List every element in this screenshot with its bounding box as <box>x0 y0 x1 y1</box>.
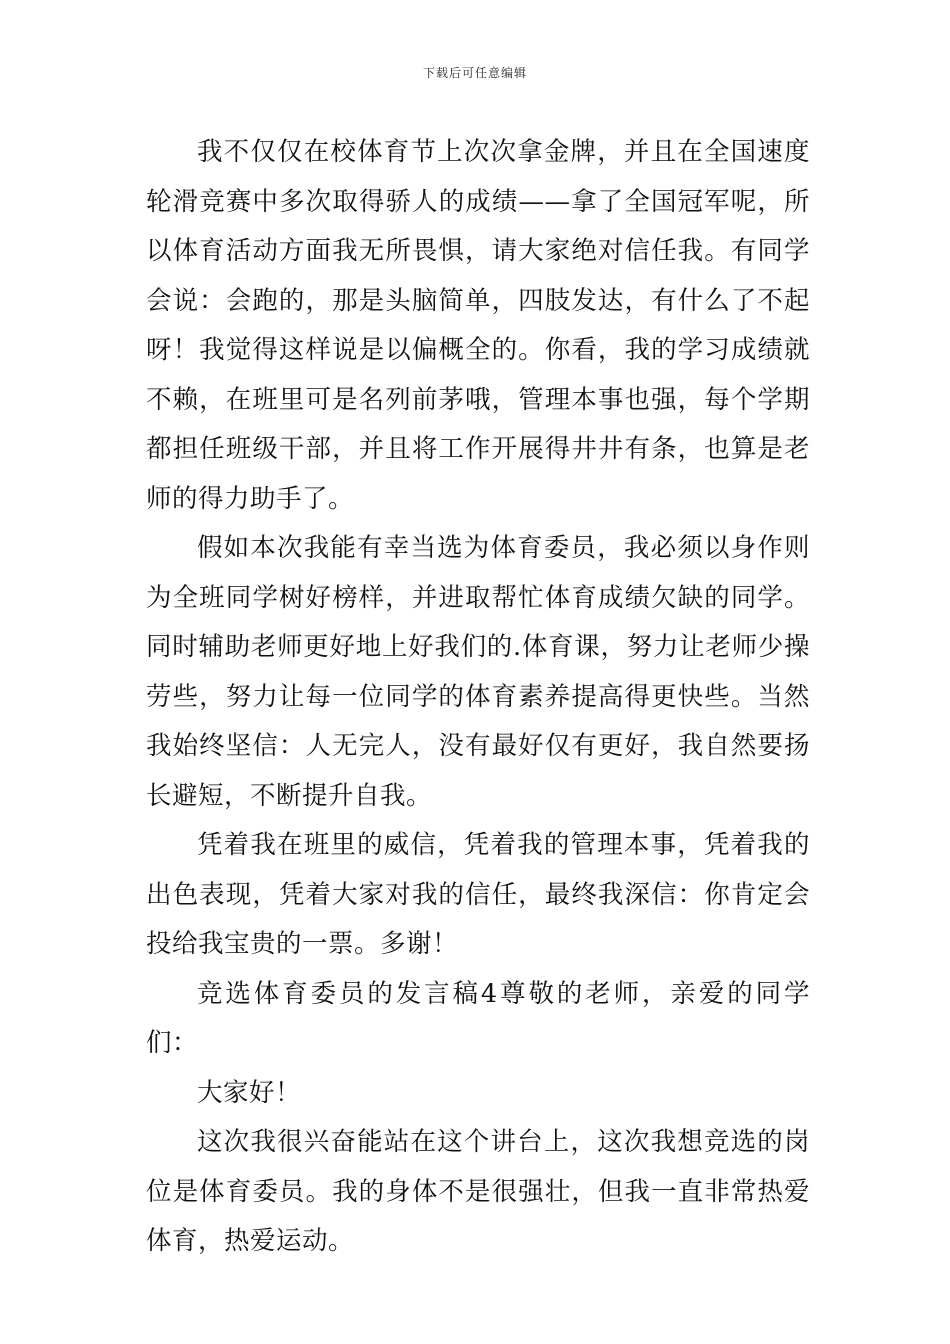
paragraph-1: 我不仅仅在校体育节上次次拿金牌，并且在全国速度轮滑竞赛中多次取得骄人的成绩——拿了全国冠军呢，所以体育活动方面我无所畏惧，请大家绝对信任我。有同学会说：会跑的，那是头脑简单，四肢发达，有什么了不起呀！我觉得这样说是以偏概全的。你看，我的学习成绩就不赖，在班里可是名列前茅哦，管理本事也强，每个学期都担任班级干部，并且将工作开展得井井有条，也算是老师的得力助手了。 <box>146 137 810 514</box>
paragraph-5: 大家好！ <box>197 1077 302 1108</box>
paragraph-2: 假如本次我能有幸当选为体育委员，我必须以身作则为全班同学树好榜样，并进取帮忙体育成绩欠缺的同学。同时辅助老师更好地上好我们的.体育课，努力让老师少操劳些，努力让每一位同学的体育素养提高得更快些。当然我始终坚信：人无完人，没有最好仅有更好，我自然要扬长避短，不断提升自我。 <box>146 533 810 811</box>
paragraph-4: 竞选体育委员的发言稿4尊敬的老师，亲爱的同学们： <box>146 978 810 1058</box>
page-header: 下载后可任意编辑 <box>422 66 527 80</box>
paragraph-6: 这次我很兴奋能站在这个讲台上，这次我想竞选的岗位是体育委员。我的身体不是很强壮，但我一直非常热爱体育，热爱运动。 <box>146 1127 810 1256</box>
document-body <box>146 128 810 1267</box>
paragraph-3: 凭着我在班里的威信，凭着我的管理本事，凭着我的出色表现，凭着大家对我的信任，最终我深信：你肯定会投给我宝贵的一票。多谢！ <box>146 830 810 959</box>
